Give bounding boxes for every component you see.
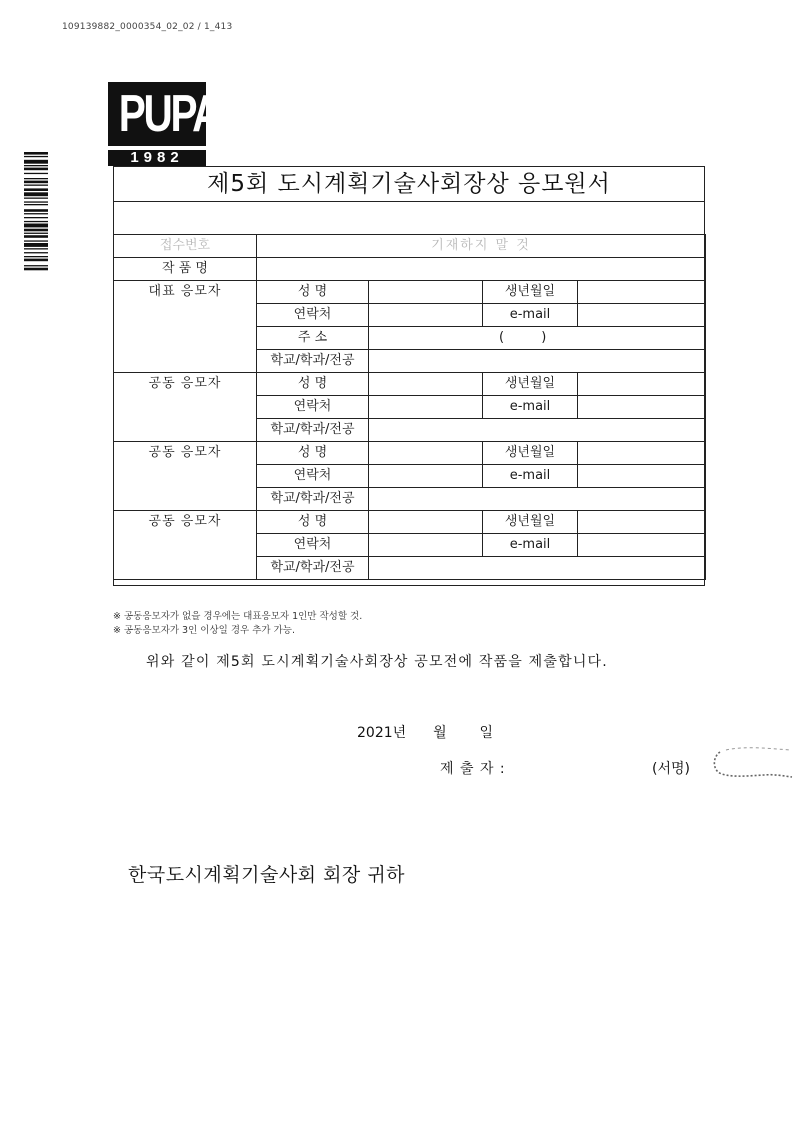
work-name-field[interactable] — [257, 258, 706, 281]
title-blank-row — [113, 202, 705, 235]
name-field[interactable] — [369, 511, 483, 534]
school-field[interactable] — [369, 488, 706, 511]
note-line-2: ※ 공동응모자가 3인 이상일 경우 추가 가능. — [113, 625, 295, 636]
contact-field[interactable] — [369, 304, 483, 327]
name-label: 성 명 — [257, 281, 369, 304]
contact-field[interactable] — [369, 465, 483, 488]
birth-label: 생년월일 — [483, 281, 578, 304]
group-label-co-applicant-2: 공동 응모자 — [114, 442, 257, 511]
school-field[interactable] — [369, 350, 706, 373]
contact-label: 연락처 — [257, 465, 369, 488]
name-field[interactable] — [369, 442, 483, 465]
logo-text: PUPA — [118, 85, 220, 143]
contact-label: 연락처 — [257, 396, 369, 419]
name-field[interactable] — [369, 281, 483, 304]
birth-label: 생년월일 — [483, 373, 578, 396]
form-title: 제5회 도시계획기술사회장상 응모원서 — [113, 166, 705, 202]
table-row — [114, 281, 706, 304]
birth-field[interactable] — [578, 281, 706, 304]
address-label: 주 소 — [257, 327, 369, 350]
note-line-1: ※ 공동응모자가 없을 경우에는 대표응모자 1인만 작성할 것. — [113, 611, 363, 622]
email-field[interactable] — [578, 465, 706, 488]
email-field[interactable] — [578, 396, 706, 419]
birth-field[interactable] — [578, 442, 706, 465]
email-label: e-mail — [483, 465, 578, 488]
email-label: e-mail — [483, 304, 578, 327]
birth-field[interactable] — [578, 511, 706, 534]
signature-label: (서명) — [652, 761, 690, 777]
document-id: 109139882_0000354_02_02 / 1_413 — [62, 22, 233, 32]
application-form-table — [113, 234, 706, 580]
signature-mark-icon — [704, 742, 794, 784]
receipt-note: 기재하지 말 것 — [257, 235, 706, 258]
table-row — [114, 442, 706, 465]
contact-field[interactable] — [369, 534, 483, 557]
date-year: 2021년 — [357, 725, 407, 741]
date-line — [357, 722, 493, 742]
school-label: 학교/학과/전공 — [257, 350, 369, 373]
address-field[interactable] — [369, 327, 706, 350]
school-label: 학교/학과/전공 — [257, 488, 369, 511]
logo — [108, 82, 220, 166]
receipt-label: 접수번호 — [114, 235, 257, 258]
school-field[interactable] — [369, 557, 706, 580]
table-row — [114, 373, 706, 396]
email-field[interactable] — [578, 304, 706, 327]
table-row — [114, 511, 706, 534]
receipt-row — [114, 235, 706, 258]
barcode-icon — [24, 152, 48, 342]
name-label: 성 명 — [257, 511, 369, 534]
work-name-label: 작 품 명 — [114, 258, 257, 281]
contact-field[interactable] — [369, 396, 483, 419]
email-label: e-mail — [483, 534, 578, 557]
submitter-label: 제 출 자 : — [440, 761, 506, 777]
school-label: 학교/학과/전공 — [257, 557, 369, 580]
group-label-co-applicant-1: 공동 응모자 — [114, 373, 257, 442]
work-name-row — [114, 258, 706, 281]
group-label-co-applicant-3: 공동 응모자 — [114, 511, 257, 580]
pledge-statement: 위와 같이 제5회 도시계획기술사회장상 공모전에 작품을 제출합니다. — [146, 654, 608, 670]
date-month-label: 월 — [433, 725, 447, 741]
email-field[interactable] — [578, 534, 706, 557]
date-day-label: 일 — [479, 725, 494, 741]
logo-year: 1982 — [130, 149, 184, 166]
name-label: 성 명 — [257, 442, 369, 465]
school-field[interactable] — [369, 419, 706, 442]
addressee: 한국도시계획기술사회 회장 귀하 — [128, 864, 406, 886]
group-label-representative: 대표 응모자 — [114, 281, 257, 373]
name-field[interactable] — [369, 373, 483, 396]
email-label: e-mail — [483, 396, 578, 419]
birth-label: 생년월일 — [483, 511, 578, 534]
birth-field[interactable] — [578, 373, 706, 396]
birth-label: 생년월일 — [483, 442, 578, 465]
contact-label: 연락처 — [257, 304, 369, 327]
contact-label: 연락처 — [257, 534, 369, 557]
name-label: 성 명 — [257, 373, 369, 396]
postal-code-brackets: ( ) — [499, 330, 547, 345]
school-label: 학교/학과/전공 — [257, 419, 369, 442]
